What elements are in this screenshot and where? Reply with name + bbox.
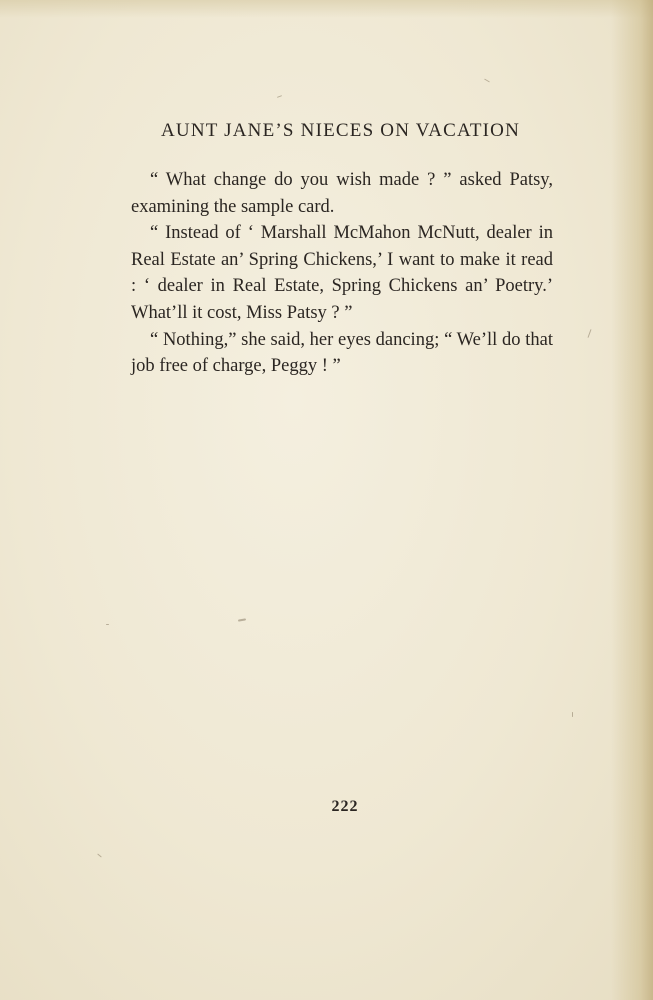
paper-speck <box>572 712 573 717</box>
paragraph-3: “ Nothing,” she said, her eyes dancing; “ We’ll do that job free of charge, Peggy ! ” <box>131 329 553 377</box>
running-head: AUNT JANE’S NIECES ON VACATION <box>160 120 521 141</box>
paper-speck <box>97 854 101 858</box>
page-gutter-shadow <box>611 0 653 1000</box>
paragraph-2: “ Instead of ‘ Marshall McMahon McNutt, dealer in Real Estate an’ Spring Chickens,’ I want to make it read : ‘ dealer in Real Estate, Spring Chickens an’ Poetry.’ What’ll it cost, Miss Patsy ? ” <box>131 223 553 323</box>
page-number: 222 <box>331 798 359 815</box>
paper-speck <box>238 618 246 621</box>
paragraph-1: “ What change do you wish made ? ” asked Patsy, examining the sample card. <box>131 170 553 217</box>
body-text <box>131 167 553 380</box>
paper-speck <box>106 624 109 625</box>
paper-speck <box>277 95 282 98</box>
page-top-shadow <box>0 0 653 18</box>
paper-speck <box>484 79 490 83</box>
paper-speck <box>587 329 591 338</box>
